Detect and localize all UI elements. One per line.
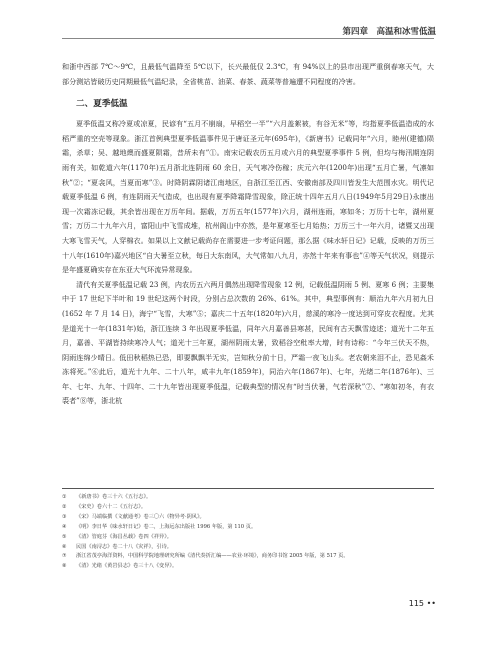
- footnote-item: ⑤ 《清》管庭芬《海昌丛载》卷四《祥异》。: [62, 533, 172, 540]
- footnote-item: ④ 《明》李日华《味水轩日记》卷二，上海远东出版社 1996 年版，第 110 页。: [62, 523, 257, 530]
- footnotes: [62, 488, 434, 572]
- footnote-item: ③ 《宋》马端临撰《文献通考》卷三〇六《物异考·阴风》。: [62, 513, 205, 520]
- paragraph-1: 夏季低温又称冷夏或凉夏，民谚有“五月不崩扇，早稻空一半”“六月盖絮被，有谷无米”等，均指夏季低温造成的水稻严重的空壳等现象。浙江首例典型夏季低温事件见于唐证圣元年(695年)，《新唐书》记载同年“六月，睦州(建德)陨霜，杀草；吴、越地燠而盛夏陨霜，昔所未有”①。南宋记载农历五月或六月的典型夏季事件 5 例，但均与梅汛期连阴雨有关，如乾道六年(1170年)五月浙北连阴雨 60 余日，天气寒冷伤稼；庆元六年(1200年)出现“五月亡暑，气凛如秋”②；“夏衾风，当夏而寒”③。时降阴霖阴诸江南地区，自浙江至江西、安徽南部及四川皆发生大范围水灾。明代记载夏季低温 6 例，有连阴雨天气造成，也出现有夏季降霜降雪现象，除正统十四年五月八日(1949年5月29日)永康出现一次霜冻记载，其余皆出现在万历年间。据载，万历五年(1577年)六月，湖州连雨，寒如冬；万历十七年，湖州夏雪；万历二十九年六月，富阳山中飞雪成堆，杭州阁山中亦然，是年夏寒至七月始热；万历三十一年六月，诸暨又出现大寒飞雪天气，人穿棉衣。如果以上文献记载尚存在需要进一步考证问题，那么据《味水轩日记》记载，反映的万历三十八年(1610年)嘉兴地区“自大暑至立秋，每日大东南风，大气常如八九月，亦然十年来有事也”④等天气状况，则提示是年盛夏确实存在东亚大气环流异常现象。: [62, 119, 434, 275]
- intro-paragraph: 和浙中西部 7℃～9℃，且最低气温降至 5℃以下，长兴最低仅 2.3℃，有 94%以上的县市出现严重倒春寒天气，大部分测站皆破历史同期最低气温纪录，全省桃苗、油菜、春茶、蔬菜等普遍遭不同程度的冷害。: [62, 62, 434, 86]
- page-number: 115 ••: [408, 599, 436, 608]
- header-rule: [62, 38, 434, 39]
- footnote-item: ⑧ 《清》光绪《黄岩县志》卷三十八《变异》。: [62, 563, 178, 570]
- footnote-item: ⑥ 民国《南浔志》卷二十八《灾祥》，引诗。: [62, 543, 172, 550]
- footnote-rule: [62, 488, 434, 489]
- paragraph-2: 清代有关夏季低温记载 23 例，内农历五六两月偶然出现降雪现象 12 例，记载低温阴雨 5 例、夏寒 6 例；主要集中于 17 世纪下半叶和 19 世纪这两个时段，分别占总次数的 26%、61%。其中，典型事例有：顺治九年六月初九日(1652 年 7 月 14 日)，海宁“飞雪，大寒”⑤；嘉庆二十五年(1820年)六月，慈溪的寒冷一度达到可穿皮衣程度。尤其是道光十一年(1831年)始，浙江连续 3 年出现夏季低温，同年六月嘉善县寒甚，民间有古天飘雪迹述；道光十二年五月，嘉善、平湖皆持续寒冷人气；道光十三年夏，湖州阴雨太暑，致稻谷空秕率大增，时有诗称：“今年三伏天不热，阴雨连绵少晴日。低田秋稻热已恐，即要飘飘半无实，岂知秋分前十日，严霜一夜飞山头。老农朝来泪不止，恐见姦禾冻将死。”⑥此后，道光十九年、二十八年，咸丰九年(1859年)，同治六年(1867年)、七年，光绪二年(1876年)、三年、七年、九年、十四年、二十九年皆出现夏季低温，记载典型的情况有“时当伏暑，气若深秋”⑦、“寒如初冬，有衣裘者”⑧等，浙北杭: [62, 279, 434, 406]
- footnote-item: ① 《新唐书》卷三十六《五行志》。: [62, 494, 152, 500]
- footnote-item: ② 《宋史》卷六十二《五行志》。: [62, 503, 147, 510]
- chapter-header: 第四章 高温和冰雪低温: [342, 27, 436, 37]
- main-text: [62, 60, 434, 409]
- section-title: 二、夏季低温: [76, 99, 128, 110]
- footnote-item: ⑦ 浙江省茂亭海洋资料，中国科学院地理研究所编《清代奏折汇编——农业·环境》，商务印书馆 2005 年版，第 517 页。: [62, 553, 349, 560]
